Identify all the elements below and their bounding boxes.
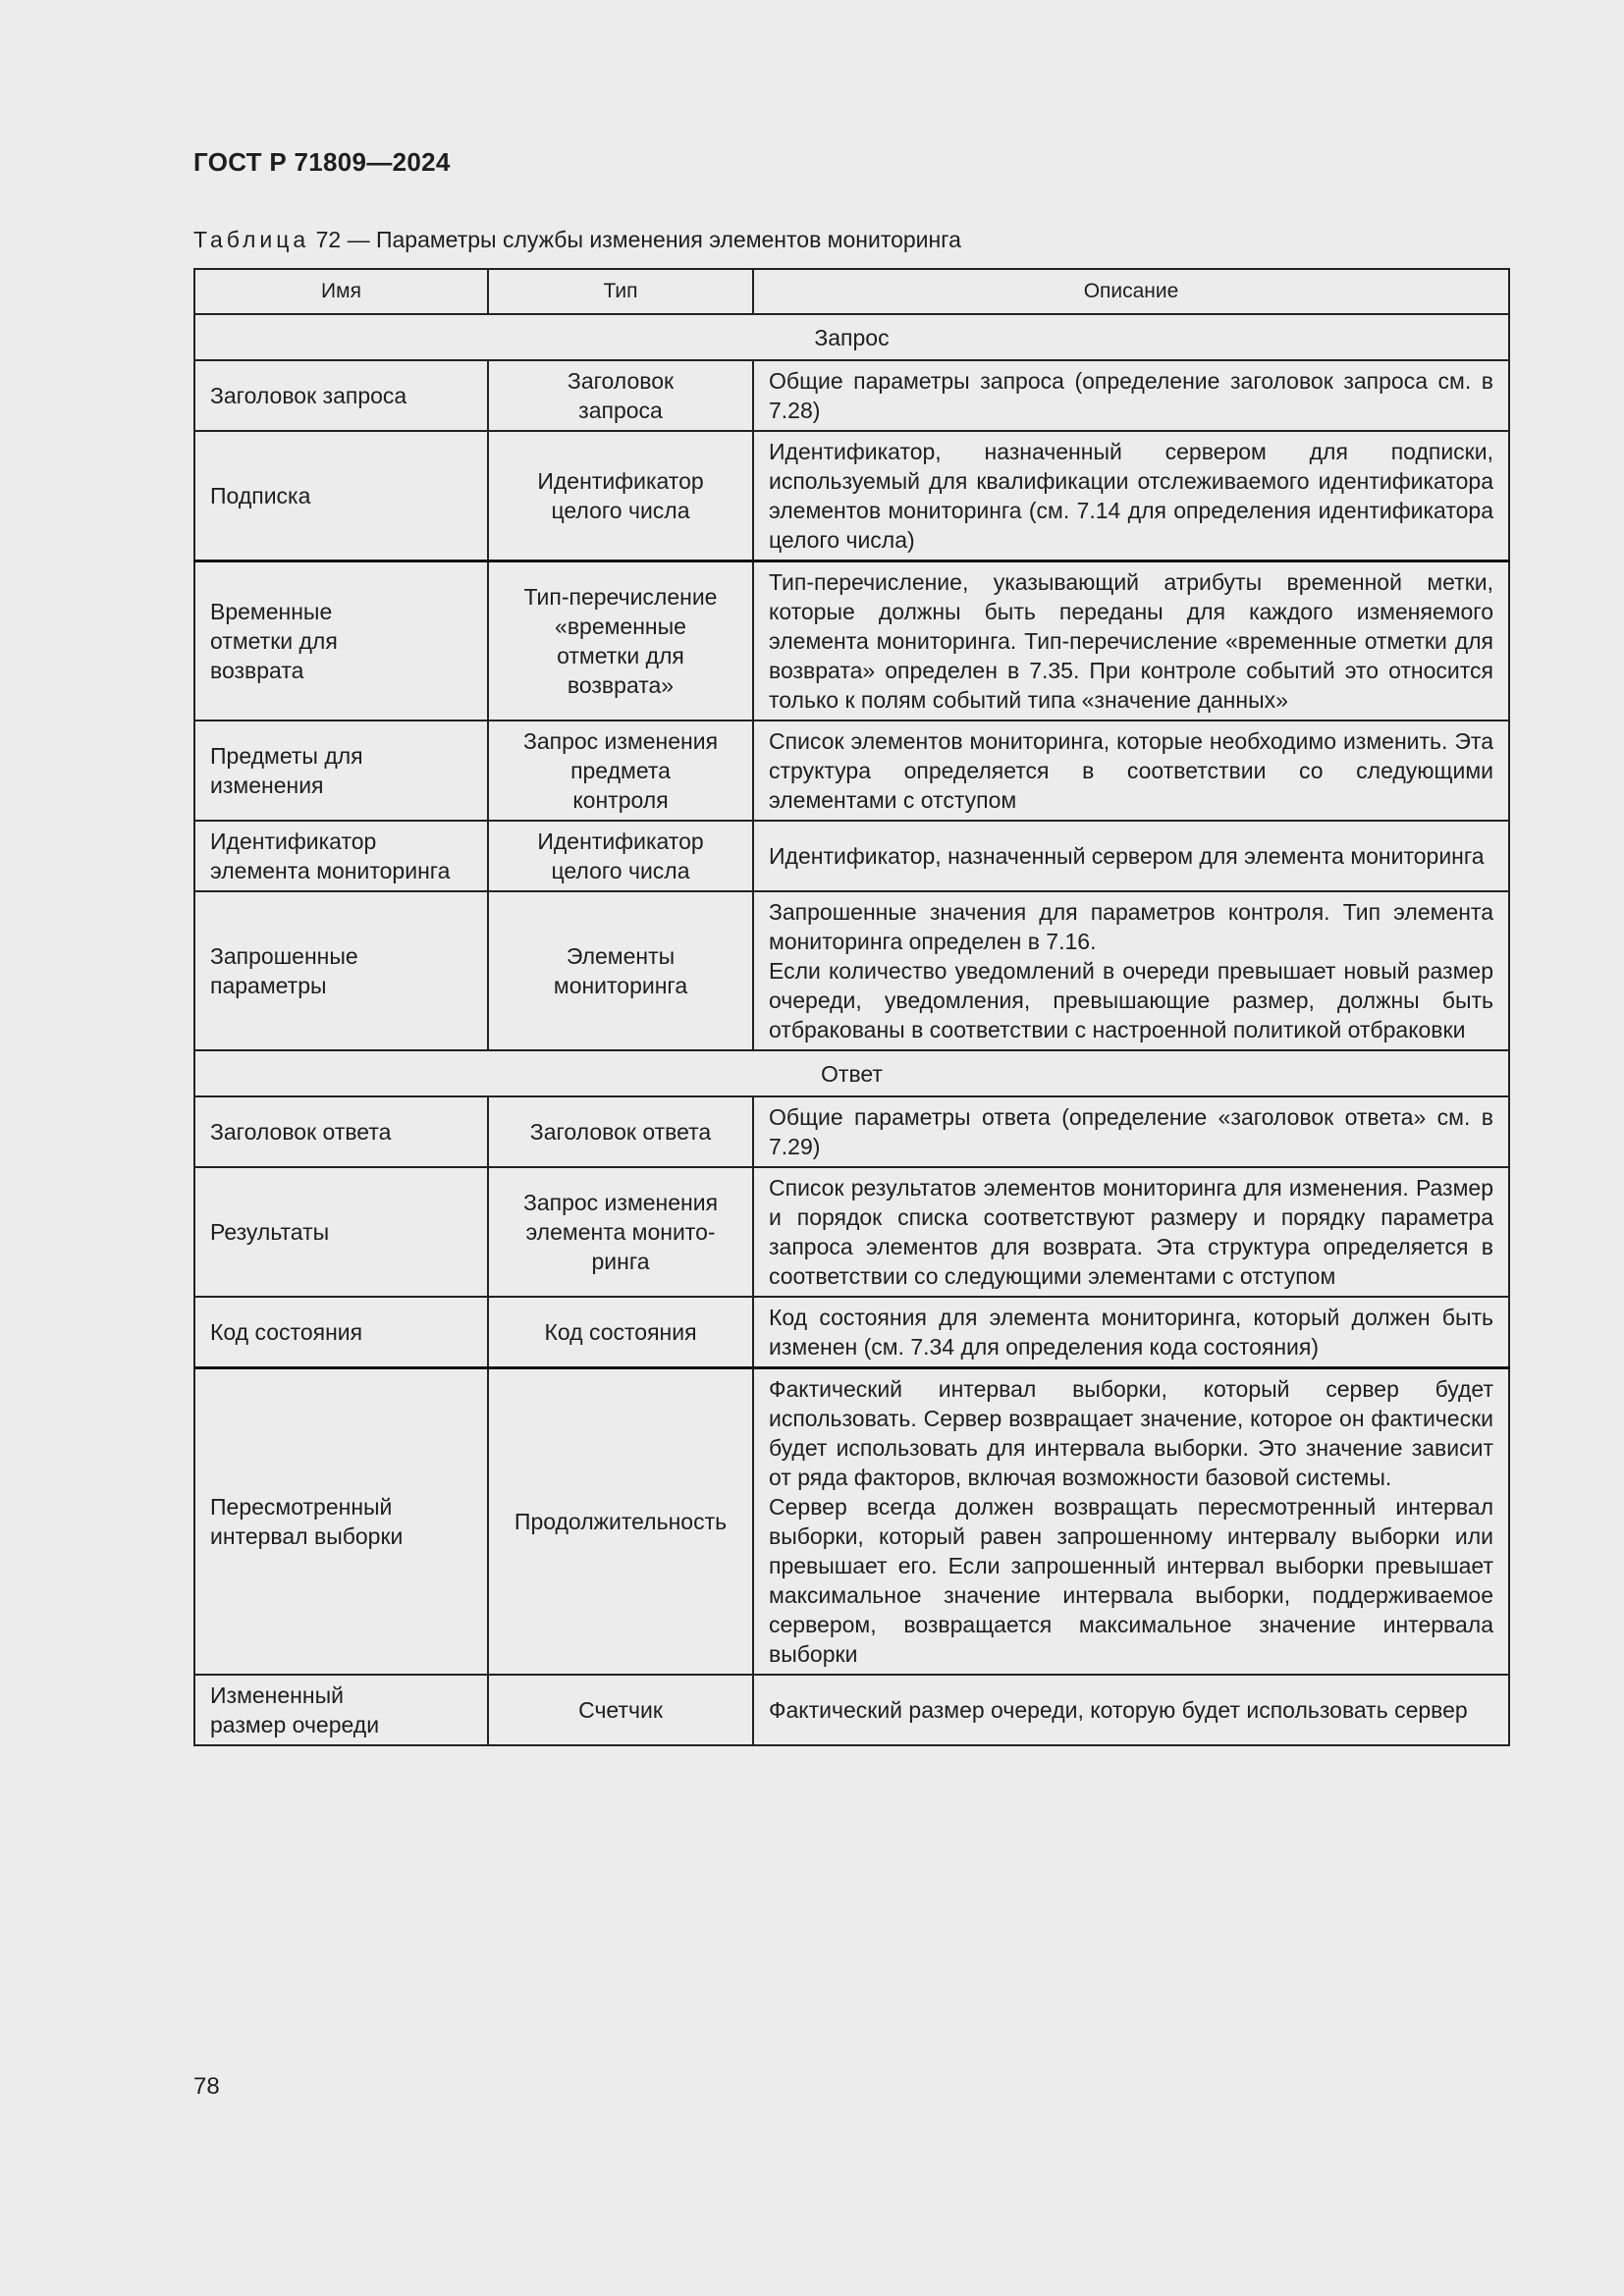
table-caption-label: Таблица — [193, 227, 310, 252]
cell-name: Результаты — [194, 1167, 488, 1297]
cell-type: Идентификатор целого числа — [488, 431, 753, 561]
section-row — [194, 1050, 1509, 1096]
table-row — [194, 1297, 1509, 1368]
section-row — [194, 314, 1509, 360]
cell-description: Код состояния для элемента мониторинга, который должен быть изменен (см. 7.34 для определения кода состояния) — [753, 1297, 1509, 1368]
table-caption — [193, 227, 961, 253]
column-header-name: Имя — [194, 269, 488, 314]
table-row — [194, 1368, 1509, 1676]
cell-type: Тип-перечисление «временные отметки для возврата» — [488, 561, 753, 721]
cell-name: Запрошенные параметры — [194, 891, 488, 1050]
cell-description: Тип-перечисление, указывающий атрибуты временной метки, которые должны быть переданы для каждого изменяемого элемента мониторинга. Тип-перечисление «временные отметки для возврата» определен в 7.35. При контроле событий это относится только к полям событий типа «значение данных» — [753, 561, 1509, 721]
cell-type: Запрос изменения элемента монито- ринга — [488, 1167, 753, 1297]
table-caption-number: 72 — [315, 227, 342, 252]
cell-description: Список элементов мониторинга, которые необходимо изменить. Эта структура определяется в соответствии со следующими элементами с отступом — [753, 721, 1509, 821]
cell-type: Запрос изменения предмета контроля — [488, 721, 753, 821]
cell-name: Код состояния — [194, 1297, 488, 1368]
cell-name: Подписка — [194, 431, 488, 561]
cell-type: Элементы мониторинга — [488, 891, 753, 1050]
table-row — [194, 1096, 1509, 1167]
section-title: Запрос — [194, 314, 1509, 360]
cell-type: Идентификатор целого числа — [488, 821, 753, 891]
cell-description: Фактический размер очереди, которую будет использовать сервер — [753, 1675, 1509, 1745]
table-body — [194, 314, 1509, 1745]
cell-description: Фактический интервал выборки, который сервер будет использовать. Сервер возвращает значение, которое он фактически будет использовать для интервала выборки. Это значение зависит от ряда факторов, включая возможности базовой системы. Сервер всегда должен возвращать пересмотренный интервал выборки, который равен запрошенному интервалу выборки или превышает его. Если запрошенный интервал выборки превышает максимальное значение интервала выборки, поддерживаемое сервером, возвращается максимальное значение интервала выборки — [753, 1368, 1509, 1676]
table-row — [194, 431, 1509, 561]
cell-description: Запрошенные значения для параметров контроля. Тип элемента мониторинга определен в 7.16. Если количество уведомлений в очереди превышает новый размер очереди, уведомления, превышающие размер, должны быть отбракованы в соответствии с настроенной политикой отбраковки — [753, 891, 1509, 1050]
cell-type: Код состояния — [488, 1297, 753, 1368]
table-header-row — [194, 269, 1509, 314]
page-number: 78 — [193, 2073, 220, 2100]
cell-name: Измененный размер очереди — [194, 1675, 488, 1745]
cell-name: Временные отметки для возврата — [194, 561, 488, 721]
section-title: Ответ — [194, 1050, 1509, 1096]
cell-name: Заголовок ответа — [194, 1096, 488, 1167]
table-row — [194, 360, 1509, 431]
column-header-type: Тип — [488, 269, 753, 314]
cell-description: Идентификатор, назначенный сервером для элемента мониторинга — [753, 821, 1509, 891]
cell-name: Пересмотренный интервал выборки — [194, 1368, 488, 1676]
table-row — [194, 891, 1509, 1050]
cell-type: Счетчик — [488, 1675, 753, 1745]
cell-description: Общие параметры ответа (определение «заголовок ответа» см. в 7.29) — [753, 1096, 1509, 1167]
cell-description: Список результатов элементов мониторинга для изменения. Размер и порядок списка соответствуют размеру и порядку параметра запроса элементов для возврата. Эта структура определяется в соответствии со следующими элементами с отступом — [753, 1167, 1509, 1297]
document-standard-header: ГОСТ Р 71809—2024 — [193, 147, 451, 177]
table-row — [194, 821, 1509, 891]
table-row — [194, 1675, 1509, 1745]
table-row — [194, 721, 1509, 821]
cell-name: Заголовок запроса — [194, 360, 488, 431]
cell-description: Идентификатор, назначенный сервером для подписки, используемый для квалификации отслеживаемого идентификатора элементов мониторинга (см. 7.14 для определения идентификатора целого числа) — [753, 431, 1509, 561]
cell-type: Заголовок запроса — [488, 360, 753, 431]
parameters-table-container — [193, 268, 1508, 1746]
parameters-table — [193, 268, 1510, 1746]
table-row — [194, 561, 1509, 721]
table-row — [194, 1167, 1509, 1297]
cell-name: Идентификатор элемента мониторинга — [194, 821, 488, 891]
column-header-description: Описание — [753, 269, 1509, 314]
cell-type: Заголовок ответа — [488, 1096, 753, 1167]
table-caption-title: — Параметры службы изменения элементов мониторинга — [347, 227, 961, 252]
cell-description: Общие параметры запроса (определение заголовок запроса см. в 7.28) — [753, 360, 1509, 431]
cell-type: Продолжительность — [488, 1368, 753, 1676]
cell-name: Предметы для изменения — [194, 721, 488, 821]
